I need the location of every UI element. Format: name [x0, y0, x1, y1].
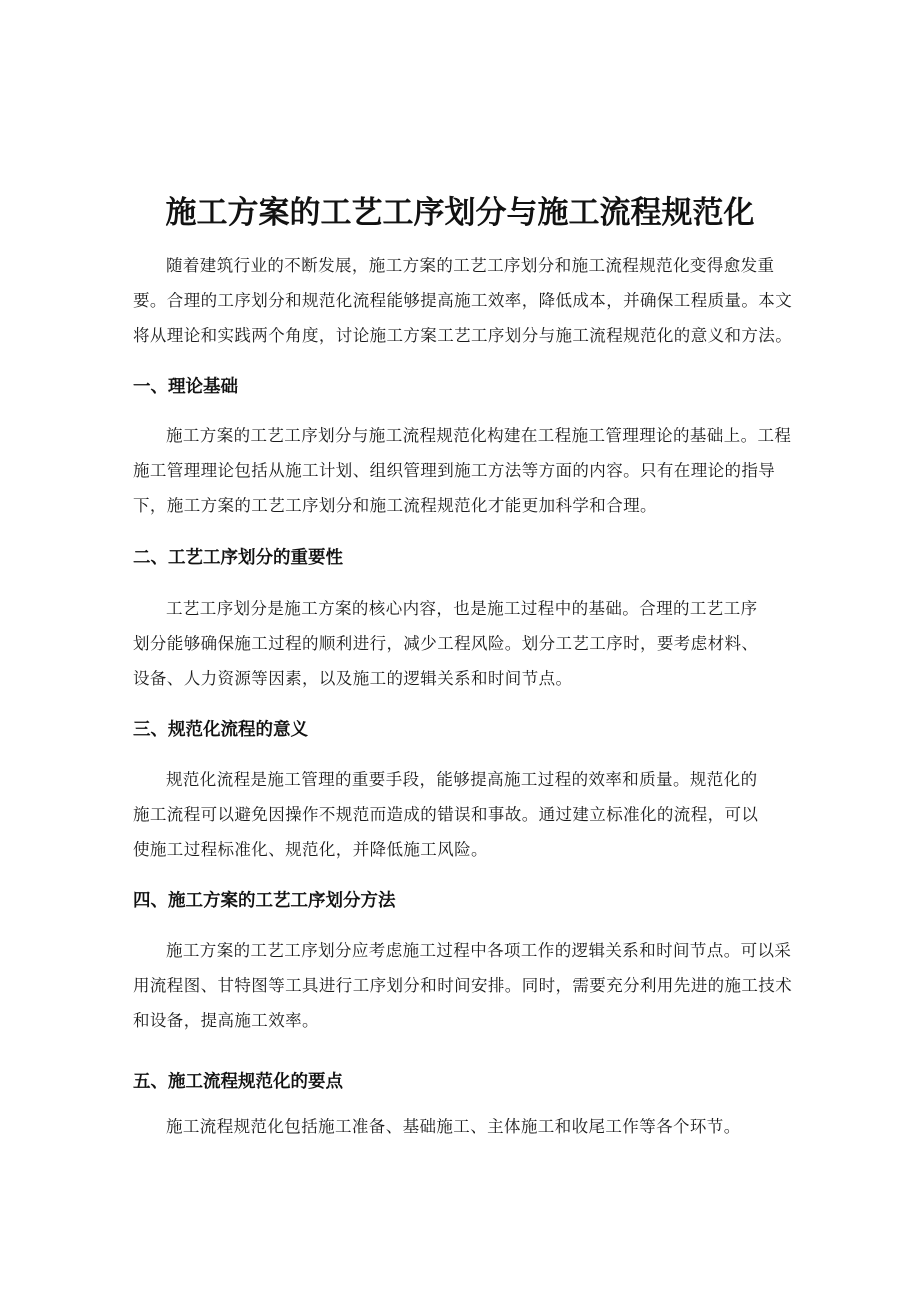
document-title: 施工方案的工艺工序划分与施工流程规范化: [165, 194, 755, 231]
section-body-theory: 施工方案的工艺工序划分与施工流程规范化构建在工程施工管理理论的基础上。工程施工管理理论包括从施工计划、组织管理到施工方法等方面的内容。只有在理论的指导下，施工方案的工艺工序划分和施工流程规范化才能更加科学和合理。: [133, 426, 792, 515]
section-heading-division-methods: 四、施工方案的工艺工序划分方法: [133, 891, 396, 911]
section-heading-standardization-points: 五、施工流程规范化的要点: [133, 1072, 343, 1092]
section-body-standardization-meaning: 规范化流程是施工管理的重要手段，能够提高施工过程的效率和质量。规范化的施工流程可以避免因操作不规范而造成的错误和事故。通过建立标准化的流程，可以使施工过程标准化、规范化，并降低施工风险。: [133, 770, 759, 859]
section-heading-standardization-meaning: 三、规范化流程的意义: [133, 720, 308, 740]
section-body-standardization-points: 施工流程规范化包括施工准备、基础施工、主体施工和收尾工作等各个环节。: [166, 1117, 741, 1136]
section-body-process-division: 工艺工序划分是施工方案的核心内容，也是施工过程中的基础。合理的工艺工序划分能够确保施工过程的顺利进行，减少工程风险。划分工艺工序时，要考虑材料、设备、人力资源等因素，以及施工的逻辑关系和时间节点。: [133, 599, 759, 688]
section-body-division-methods: 施工方案的工艺工序划分应考虑施工过程中各项工作的逻辑关系和时间节点。可以采用流程图、甘特图等工具进行工序划分和时间安排。同时，需要充分利用先进的施工技术和设备，提高施工效率。: [133, 941, 793, 1030]
intro-paragraph: 随着建筑行业的不断发展，施工方案的工艺工序划分和施工流程规范化变得愈发重要。合理的工序划分和规范化流程能够提高施工效率，降低成本，并确保工程质量。本文将从理论和实践两个角度，讨论施工方案工艺工序划分与施工流程规范化的意义和方法。: [133, 256, 793, 345]
section-heading-process-division: 二、工艺工序划分的重要性: [133, 548, 343, 568]
section-heading-theory: 一、理论基础: [133, 377, 238, 397]
